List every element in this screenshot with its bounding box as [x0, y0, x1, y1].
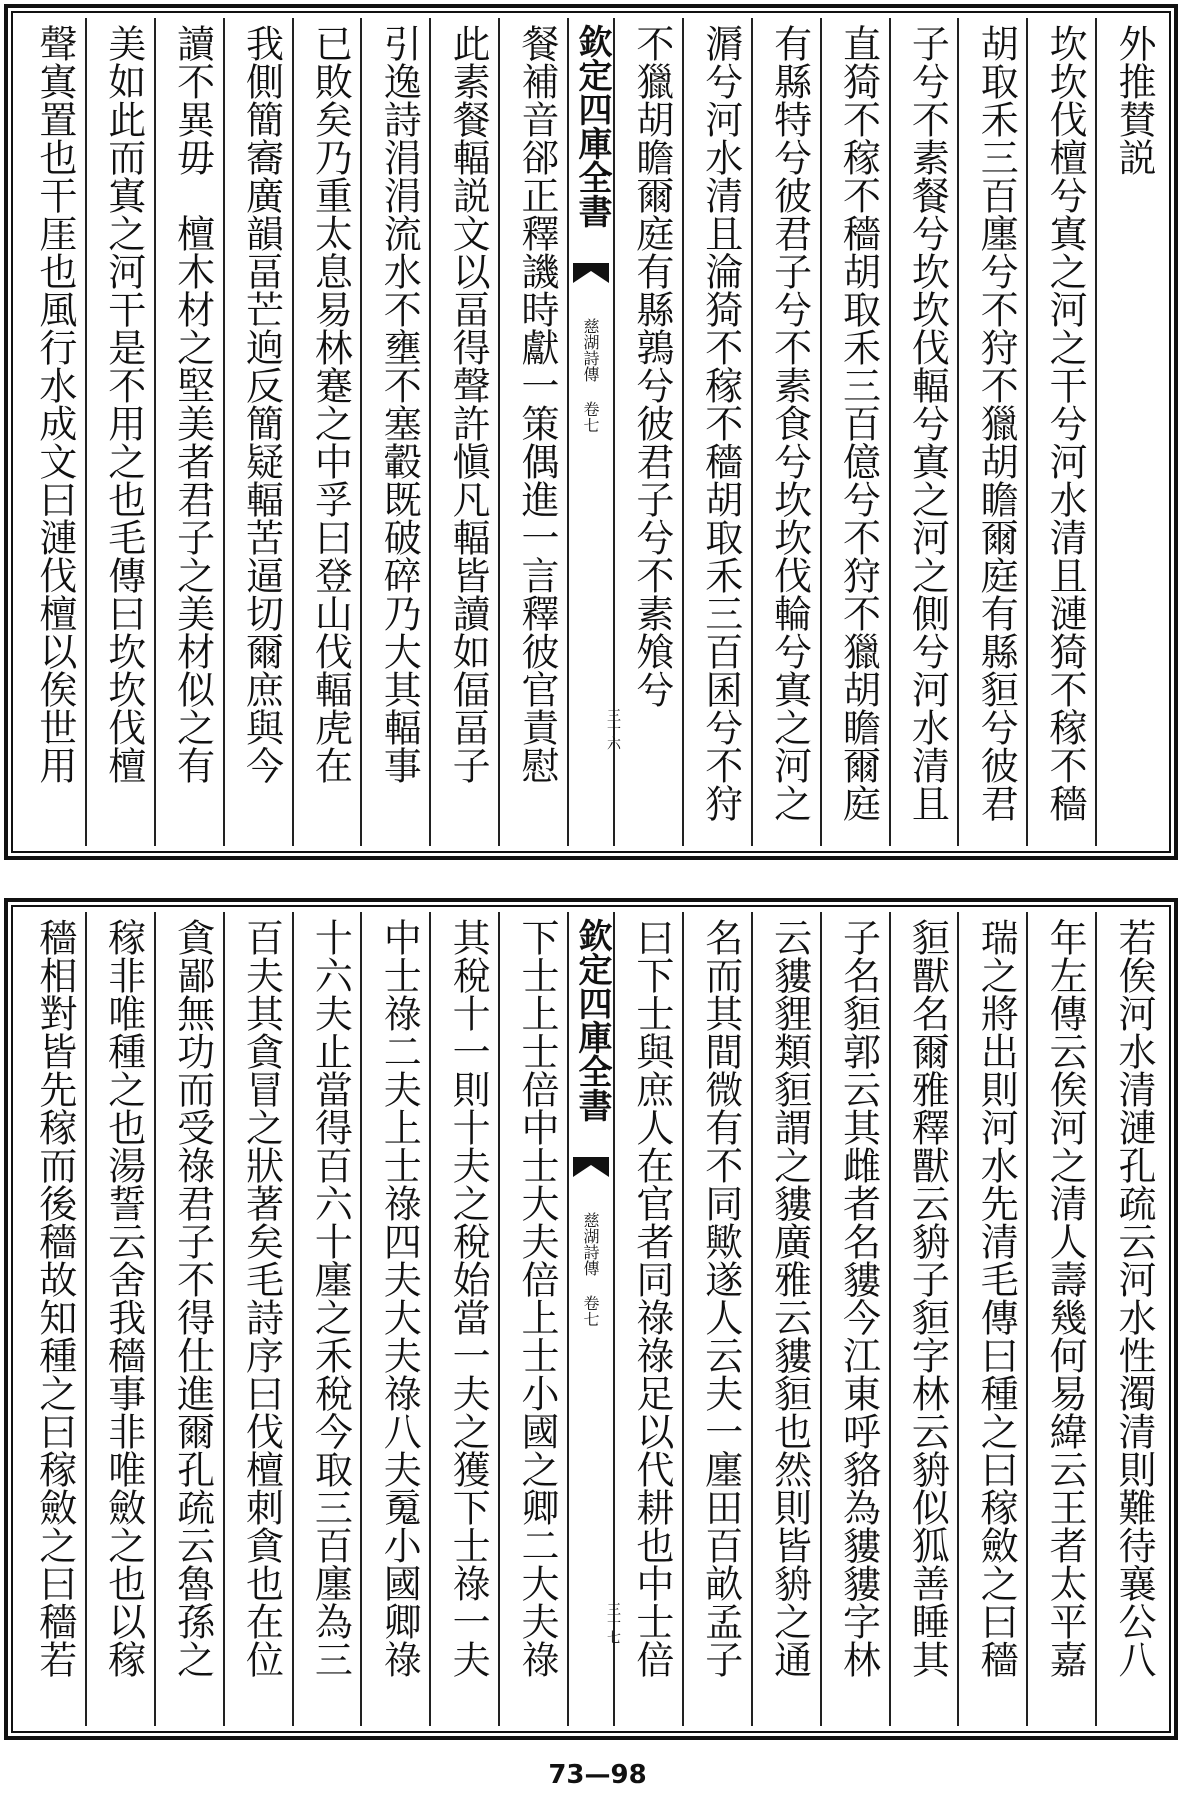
text-column: 若俟河水清漣孔疏云河水性濁清則難待襄公八 [1095, 912, 1164, 1726]
center-gutter [567, 912, 621, 1726]
top-panel [4, 4, 1178, 860]
text-column: 稼非唯種之也湯誓云舍我穡事非唯斂之也以稼 [85, 912, 154, 1726]
text-column: 美如此而寘之河干是不用之也毛傳曰坎坎伐檀 [85, 18, 154, 846]
text-column: 漘兮河水清且淪猗不稼不穡胡取禾三百囷兮不狩 [682, 18, 751, 846]
text-column: 云貗貍類貆謂之貗廣雅云貗貆也然則皆貈之通 [751, 912, 820, 1726]
bottom-text-columns [18, 912, 1164, 1726]
text-column: 胡取禾三百廛兮不狩不獵胡瞻爾庭有縣貆兮彼君 [957, 18, 1026, 846]
book-title: 欽定四庫全書 [572, 918, 612, 1122]
text-column: 十六夫止當得百六十廛之禾稅今取三百廛為三 [292, 912, 361, 1726]
text-column: 直猗不稼不穡胡取禾三百億兮不狩不獵胡瞻爾庭 [820, 18, 889, 846]
text-column: 子兮不素餐兮坎坎伐輻兮寘之河之側兮河水清且 [889, 18, 958, 846]
text-column: 有縣特兮彼君子兮不素食兮坎坎伐輪兮寘之河之 [751, 18, 820, 846]
text-column: 中士祿二夫上士祿四夫大夫祿八夫䰟小國卿祿 [360, 912, 429, 1726]
text-column: 此素餐輻説文以畐得聲許愼凡輻皆讀如偪畐子 [429, 18, 498, 846]
text-column: 不獵胡瞻爾庭有縣鶉兮彼君子兮不素飧兮 [613, 18, 682, 846]
text-column: 貪鄙無功而受祿君子不得仕進爾孔疏云魯孫之 [154, 912, 223, 1726]
folio-number: 三十六 [605, 708, 621, 750]
text-column: 餐補音郤正釋譏時獻一策偶進一言釋彼官責慰 [498, 18, 567, 846]
text-column: 穡相對皆先稼而後穡故知種之曰稼斂之曰穡若 [32, 918, 77, 1678]
text-column: 其稅十一則十夫之稅始當一夫之獲下士祿一夫 [429, 912, 498, 1726]
folio-number: 三十七 [605, 1602, 621, 1644]
text-column: 曰下士與庶人在官者同祿祿足以代耕也中士倍 [613, 912, 682, 1726]
book-subtitle: 慈湖詩傳 卷七 [581, 318, 600, 433]
book-title: 欽定四庫全書 [572, 24, 612, 228]
text-column: 下士上士倍中士大夫倍上士小國之卿二大夫祿 [498, 912, 567, 1726]
top-text-columns [18, 18, 1164, 846]
text-column: 名而其間微有不同歟遂人云夫一廛田百畝孟子 [682, 912, 751, 1726]
text-column: 子名貆郭云其雌者名貗今江東呼貉為貗貗字林 [820, 912, 889, 1726]
text-column: 我側簡㝯廣韻畐芒逈反簡疑輻苦逼切爾庶與今 [223, 18, 292, 846]
bottom-panel [4, 898, 1178, 1740]
text-column: 年左傳云俟河之清人壽幾何易緯云王者太平嘉 [1026, 912, 1095, 1726]
text-column: 坎坎伐檀兮寘之河之干兮河水清且漣猗不稼不穡 [1026, 18, 1095, 846]
text-column: 已敗矣乃重太息易林蹇之中孚曰登山伐輻虎在 [292, 18, 361, 846]
fish-tail-mark-icon [573, 1157, 609, 1181]
page-number: 73—98 [548, 1760, 647, 1790]
text-column: 聲寘置也干厓也風行水成文曰漣伐檀以俟世用 [32, 24, 77, 784]
center-gutter [567, 18, 621, 846]
text-column: 引逸詩涓涓流水不壅不塞轂既破碎乃大其輻事 [360, 18, 429, 846]
text-column: 瑞之將出則河水先清毛傳曰種之曰稼斂之曰穡 [957, 912, 1026, 1726]
fish-tail-mark-icon [573, 263, 609, 287]
text-column: 百夫其貪冒之狀著矣毛詩序曰伐檀刺貪也在位 [223, 912, 292, 1726]
book-subtitle: 慈湖詩傳 卷七 [581, 1212, 600, 1327]
text-column: 貆獸名爾雅釋獸云貈子貆字林云貈似狐善睡其 [889, 912, 958, 1726]
text-column: 外推賛説 [1095, 18, 1164, 846]
text-column: 讀不異毋 檀木材之堅美者君子之美材似之有 [154, 18, 223, 846]
